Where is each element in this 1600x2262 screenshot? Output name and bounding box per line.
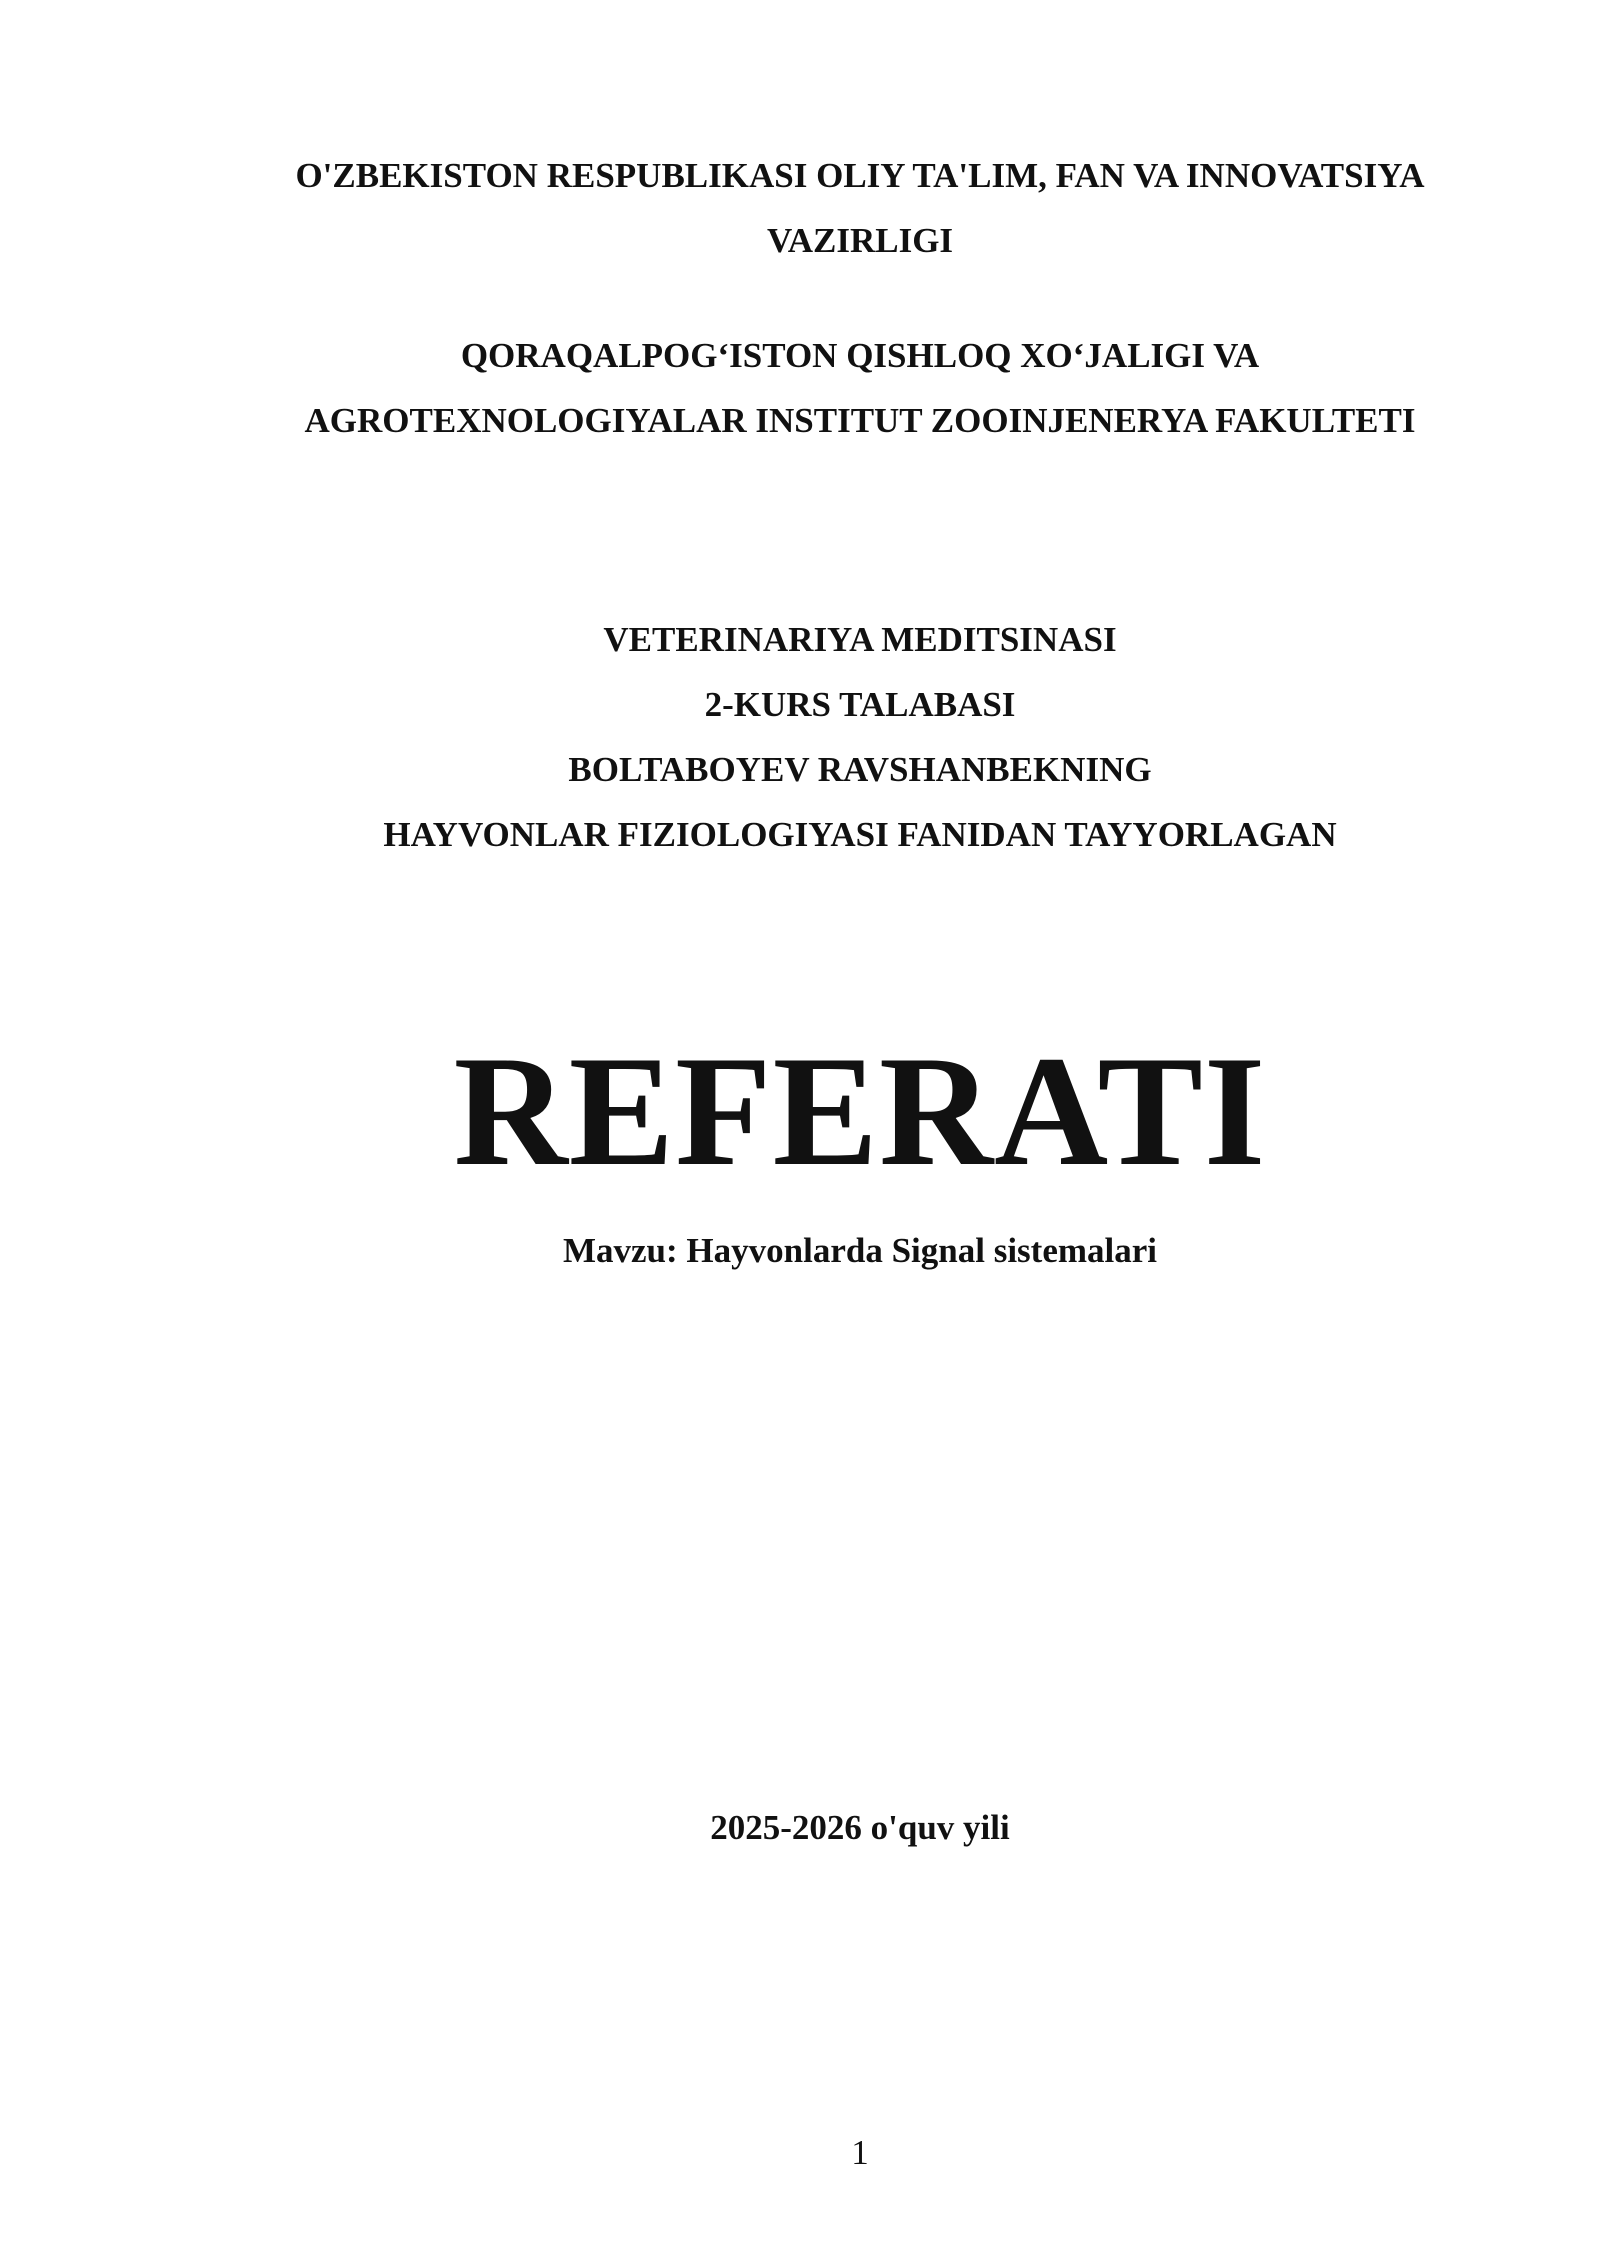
author-line-1: VETERINARIYA MEDITSINASI	[603, 620, 1117, 659]
document-title: REFERATI	[453, 1024, 1267, 1199]
institute-line-1: QORAQALPOG‘ISTON QISHLOQ XO‘JALIGI VA	[460, 336, 1260, 375]
topic-line: Mavzu: Hayvonlarda Signal sistemalari	[562, 1231, 1158, 1270]
author-line-4: HAYVONLAR FIZIOLOGIYASI FANIDAN TAYYORLAGAN	[383, 815, 1337, 854]
author-line-3: BOLTABOYEV RAVSHANBEKNING	[568, 750, 1152, 789]
academic-year: 2025-2026 o'quv yili	[710, 1808, 1010, 1847]
page-number: 1	[851, 2133, 869, 2172]
ministry-line-1: O'ZBEKISTON RESPUBLIKASI OLIY TA'LIM, FAN VA INNOVATSIYA	[295, 156, 1425, 195]
ministry-line-2: VAZIRLIGI	[766, 221, 954, 260]
author-line-2: 2-KURS TALABASI	[704, 685, 1016, 724]
institute-line-2: AGROTEXNOLOGIYALAR INSTITUT ZOOINJENERYA FAKULTETI	[304, 401, 1416, 440]
